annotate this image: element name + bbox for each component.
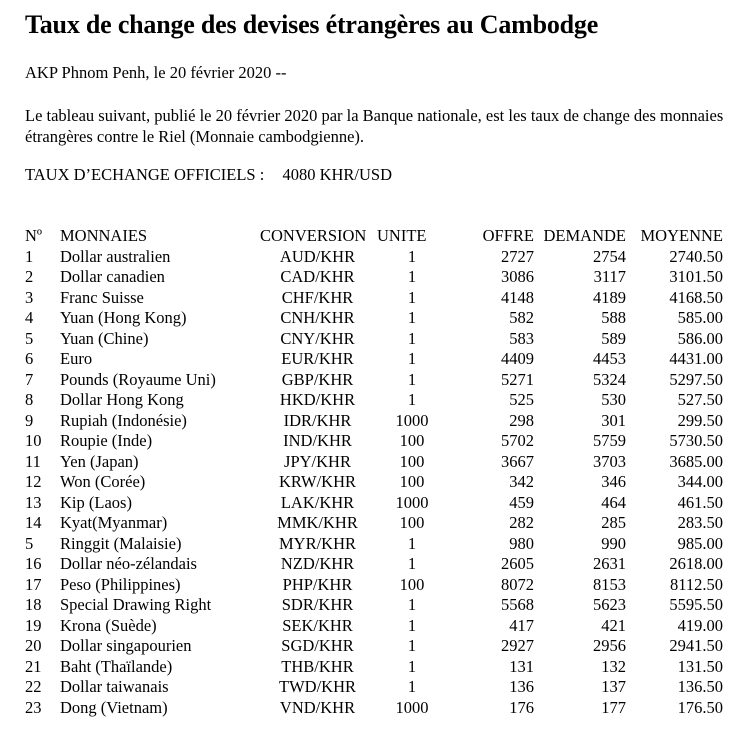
cell-average: 136.50 bbox=[677, 677, 723, 696]
cell-currency: Rupiah (Indonésie) bbox=[60, 410, 187, 430]
cell-offer: 4409 bbox=[501, 349, 534, 368]
cell-currency: Dong (Vietnam) bbox=[60, 697, 168, 717]
table-row bbox=[25, 349, 723, 370]
cell-demand: 3703 bbox=[593, 451, 626, 471]
cell-demand: 2754 bbox=[593, 246, 626, 266]
cell-unit: 1 bbox=[407, 246, 417, 266]
cell-offer: 2927 bbox=[501, 636, 534, 655]
cell-unit: 1 bbox=[407, 636, 417, 655]
cell-currency: Dollar néo-zélandais bbox=[60, 554, 197, 573]
cell-currency: Special Drawing Right bbox=[60, 595, 212, 614]
cell-no: 8 bbox=[25, 390, 34, 409]
cell-average: 283.50 bbox=[677, 513, 723, 532]
cell-unit: 1 bbox=[407, 677, 417, 696]
cell-demand: 132 bbox=[601, 656, 626, 676]
table-row bbox=[25, 308, 723, 329]
cell-no: 7 bbox=[25, 369, 34, 389]
cell-conversion: IND/KHR bbox=[283, 431, 352, 450]
cell-no: 17 bbox=[25, 574, 42, 594]
cell-conversion: CAD/KHR bbox=[280, 267, 355, 286]
intro-paragraph: Le tableau suivant, publié le 20 février 2020 par la Banque nationale, est les taux de change des monnaies étrangères contre le Riel (Monnaie cambodgienne). bbox=[25, 106, 724, 146]
cell-conversion: AUD/KHR bbox=[279, 246, 356, 266]
cell-average: 527.50 bbox=[677, 390, 723, 409]
cell-currency: Dollar australien bbox=[60, 246, 171, 266]
cell-no: 13 bbox=[25, 492, 42, 512]
table-row bbox=[25, 677, 723, 698]
table-row bbox=[25, 370, 723, 391]
cell-currency: Dollar taiwanais bbox=[60, 677, 169, 696]
cell-conversion: MYR/KHR bbox=[278, 533, 356, 553]
header-currency: MONNAIES bbox=[60, 226, 148, 245]
cell-unit: 1 bbox=[407, 615, 417, 635]
cell-offer: 176 bbox=[509, 697, 534, 717]
table-row bbox=[25, 390, 723, 411]
cell-conversion: SGD/KHR bbox=[281, 636, 354, 655]
exchange-rate-table bbox=[25, 226, 723, 718]
cell-currency: Ringgit (Malaisie) bbox=[60, 533, 182, 553]
header-offer: OFFRE bbox=[482, 226, 534, 245]
cell-no: 4 bbox=[25, 308, 34, 327]
cell-offer: 5702 bbox=[501, 431, 534, 450]
cell-conversion: NZD/KHR bbox=[280, 554, 355, 573]
cell-offer: 8072 bbox=[501, 574, 534, 594]
cell-conversion: GBP/KHR bbox=[281, 369, 354, 389]
cell-conversion: KRW/KHR bbox=[278, 472, 356, 491]
table-row bbox=[25, 472, 723, 493]
cell-average: 4168.50 bbox=[669, 287, 723, 307]
cell-offer: 136 bbox=[509, 677, 534, 696]
official-rate-value: 4080 KHR/USD bbox=[282, 165, 392, 184]
cell-offer: 4148 bbox=[501, 287, 534, 307]
table-row bbox=[25, 288, 723, 309]
cell-offer: 583 bbox=[509, 328, 534, 348]
cell-unit: 100 bbox=[399, 574, 425, 594]
cell-demand: 5623 bbox=[593, 595, 626, 614]
cell-average: 3685.00 bbox=[669, 451, 723, 471]
cell-average: 2618.00 bbox=[669, 554, 723, 573]
cell-conversion: CHF/KHR bbox=[281, 287, 354, 307]
cell-no: 3 bbox=[25, 287, 34, 307]
cell-offer: 417 bbox=[509, 615, 534, 635]
cell-demand: 5324 bbox=[593, 369, 626, 389]
cell-no: 22 bbox=[25, 677, 42, 696]
cell-unit: 1 bbox=[407, 349, 417, 368]
cell-conversion: JPY/KHR bbox=[284, 451, 351, 471]
header-average: MOYENNE bbox=[640, 226, 723, 245]
cell-unit: 1 bbox=[407, 390, 417, 409]
cell-average: 2740.50 bbox=[669, 246, 723, 266]
cell-demand: 589 bbox=[601, 328, 626, 348]
cell-demand: 346 bbox=[601, 472, 626, 491]
table-row bbox=[25, 329, 723, 350]
cell-unit: 100 bbox=[399, 431, 425, 450]
cell-demand: 990 bbox=[601, 533, 626, 553]
cell-average: 4431.00 bbox=[669, 349, 723, 368]
cell-unit: 1 bbox=[407, 595, 417, 614]
cell-no: 1 bbox=[25, 246, 34, 266]
cell-conversion: CNH/KHR bbox=[280, 308, 355, 327]
table-row bbox=[25, 534, 723, 555]
table-row bbox=[25, 595, 723, 616]
cell-average: 419.00 bbox=[677, 615, 723, 635]
cell-offer: 3086 bbox=[501, 267, 534, 286]
cell-average: 344.00 bbox=[677, 472, 723, 491]
cell-demand: 137 bbox=[601, 677, 626, 696]
cell-average: 2941.50 bbox=[669, 636, 723, 655]
table-row bbox=[25, 575, 723, 596]
cell-no: 14 bbox=[25, 513, 42, 532]
cell-average: 461.50 bbox=[677, 492, 723, 512]
cell-unit: 1000 bbox=[395, 492, 429, 512]
cell-demand: 421 bbox=[601, 615, 626, 635]
cell-offer: 525 bbox=[509, 390, 534, 409]
cell-unit: 1 bbox=[407, 554, 417, 573]
header-demand: DEMANDE bbox=[543, 226, 626, 245]
cell-conversion: HKD/KHR bbox=[279, 390, 356, 409]
cell-no: 5 bbox=[25, 328, 34, 348]
cell-unit: 1000 bbox=[395, 697, 429, 717]
table-header-row bbox=[25, 226, 723, 247]
cell-currency: Franc Suisse bbox=[60, 287, 144, 307]
cell-demand: 5759 bbox=[593, 431, 626, 450]
cell-currency: Pounds (Royaume Uni) bbox=[60, 369, 216, 389]
table-row bbox=[25, 513, 723, 534]
cell-average: 131.50 bbox=[677, 656, 723, 676]
cell-offer: 582 bbox=[509, 308, 534, 327]
cell-no: 18 bbox=[25, 595, 42, 614]
cell-no: 21 bbox=[25, 656, 42, 676]
cell-demand: 2956 bbox=[593, 636, 626, 655]
official-rate-label: TAUX D’ECHANGE OFFICIELS : bbox=[25, 165, 265, 184]
cell-demand: 464 bbox=[601, 492, 626, 512]
cell-unit: 1 bbox=[407, 308, 417, 327]
table-row bbox=[25, 554, 723, 575]
table-row bbox=[25, 698, 723, 719]
cell-no: 12 bbox=[25, 472, 42, 491]
cell-offer: 459 bbox=[509, 492, 534, 512]
cell-offer: 2727 bbox=[501, 246, 534, 266]
cell-unit: 1 bbox=[407, 287, 417, 307]
cell-conversion: EUR/KHR bbox=[281, 349, 354, 368]
cell-unit: 1 bbox=[407, 533, 417, 553]
table-row bbox=[25, 452, 723, 473]
cell-no: 9 bbox=[25, 410, 34, 430]
cell-unit: 1 bbox=[407, 656, 417, 676]
cell-offer: 2605 bbox=[501, 554, 534, 573]
cell-conversion: SDR/KHR bbox=[281, 595, 354, 614]
table-row bbox=[25, 616, 723, 637]
cell-demand: 4453 bbox=[593, 349, 626, 368]
cell-average: 586.00 bbox=[677, 328, 723, 348]
cell-demand: 3117 bbox=[593, 267, 626, 286]
cell-conversion: VND/KHR bbox=[279, 697, 356, 717]
table-row bbox=[25, 657, 723, 678]
cell-conversion: CNY/KHR bbox=[280, 328, 355, 348]
cell-unit: 1 bbox=[407, 328, 417, 348]
cell-conversion: IDR/KHR bbox=[283, 410, 352, 430]
header-no: Nº bbox=[25, 226, 43, 245]
dateline: AKP Phnom Penh, le 20 février 2020 -- bbox=[25, 63, 287, 82]
table-row bbox=[25, 431, 723, 452]
cell-no: 2 bbox=[25, 267, 34, 286]
page-title: Taux de change des devises étrangères au Cambodge bbox=[25, 10, 599, 39]
cell-average: 5730.50 bbox=[669, 431, 723, 450]
cell-conversion: PHP/KHR bbox=[282, 574, 353, 594]
cell-currency: Krona (Suède) bbox=[60, 615, 157, 635]
cell-no: 16 bbox=[25, 554, 42, 573]
table-row bbox=[25, 247, 723, 268]
cell-offer: 5271 bbox=[501, 369, 534, 389]
table-body bbox=[25, 247, 723, 719]
cell-currency: Yen (Japan) bbox=[60, 451, 139, 471]
cell-currency: Yuan (Hong Kong) bbox=[60, 308, 187, 327]
cell-currency: Kyat(Myanmar) bbox=[60, 513, 168, 532]
cell-average: 985.00 bbox=[677, 533, 723, 553]
cell-offer: 298 bbox=[509, 410, 534, 430]
cell-currency: Peso (Philippines) bbox=[60, 574, 181, 594]
table-row bbox=[25, 267, 723, 288]
cell-currency: Dollar Hong Kong bbox=[60, 390, 184, 409]
cell-conversion: SEK/KHR bbox=[282, 615, 353, 635]
cell-currency: Kip (Laos) bbox=[60, 492, 132, 512]
cell-conversion: THB/KHR bbox=[281, 656, 354, 676]
cell-offer: 980 bbox=[509, 533, 534, 553]
cell-average: 8112.50 bbox=[669, 574, 723, 594]
table-row bbox=[25, 636, 723, 657]
cell-conversion: MMK/KHR bbox=[277, 513, 358, 532]
header-unit: UNITE bbox=[377, 226, 427, 245]
cell-average: 176.50 bbox=[677, 697, 723, 717]
cell-currency: Dollar canadien bbox=[60, 267, 165, 286]
cell-unit: 100 bbox=[399, 451, 425, 471]
cell-unit: 100 bbox=[399, 513, 425, 532]
cell-average: 3101.50 bbox=[669, 267, 723, 286]
cell-offer: 3667 bbox=[501, 451, 534, 471]
cell-demand: 177 bbox=[601, 697, 626, 717]
cell-offer: 5568 bbox=[501, 595, 534, 614]
cell-unit: 1 bbox=[407, 369, 417, 389]
cell-demand: 588 bbox=[601, 308, 626, 327]
cell-offer: 342 bbox=[509, 472, 534, 491]
cell-average: 5297.50 bbox=[669, 369, 723, 389]
official-rate-line bbox=[25, 165, 392, 185]
cell-no: 23 bbox=[25, 697, 42, 717]
cell-no: 6 bbox=[25, 349, 34, 368]
table-row bbox=[25, 411, 723, 432]
cell-currency: Dollar singapourien bbox=[60, 636, 192, 655]
cell-conversion: LAK/KHR bbox=[280, 492, 355, 512]
cell-average: 299.50 bbox=[677, 410, 723, 430]
header-conversion: CONVERSION bbox=[260, 226, 367, 245]
cell-unit: 1000 bbox=[395, 410, 429, 430]
table-row bbox=[25, 493, 723, 514]
cell-demand: 530 bbox=[601, 390, 626, 409]
cell-no: 11 bbox=[25, 451, 41, 471]
cell-demand: 285 bbox=[601, 513, 626, 532]
cell-average: 5595.50 bbox=[669, 595, 723, 614]
cell-no: 5 bbox=[25, 533, 34, 553]
cell-no: 19 bbox=[25, 615, 42, 635]
cell-demand: 8153 bbox=[593, 574, 626, 594]
cell-unit: 1 bbox=[407, 267, 417, 286]
cell-offer: 131 bbox=[509, 656, 534, 676]
cell-currency: Euro bbox=[60, 349, 93, 368]
cell-conversion: TWD/KHR bbox=[279, 677, 356, 696]
cell-demand: 4189 bbox=[593, 287, 626, 307]
cell-no: 20 bbox=[25, 636, 42, 655]
cell-no: 10 bbox=[25, 431, 42, 450]
cell-average: 585.00 bbox=[677, 308, 723, 327]
cell-currency: Roupie (Inde) bbox=[60, 431, 153, 450]
cell-currency: Won (Corée) bbox=[60, 472, 146, 491]
cell-demand: 301 bbox=[601, 410, 626, 430]
cell-offer: 282 bbox=[509, 513, 534, 532]
cell-unit: 100 bbox=[399, 472, 425, 491]
cell-currency: Baht (Thaïlande) bbox=[60, 656, 173, 676]
cell-currency: Yuan (Chine) bbox=[60, 328, 149, 348]
cell-demand: 2631 bbox=[593, 554, 626, 573]
